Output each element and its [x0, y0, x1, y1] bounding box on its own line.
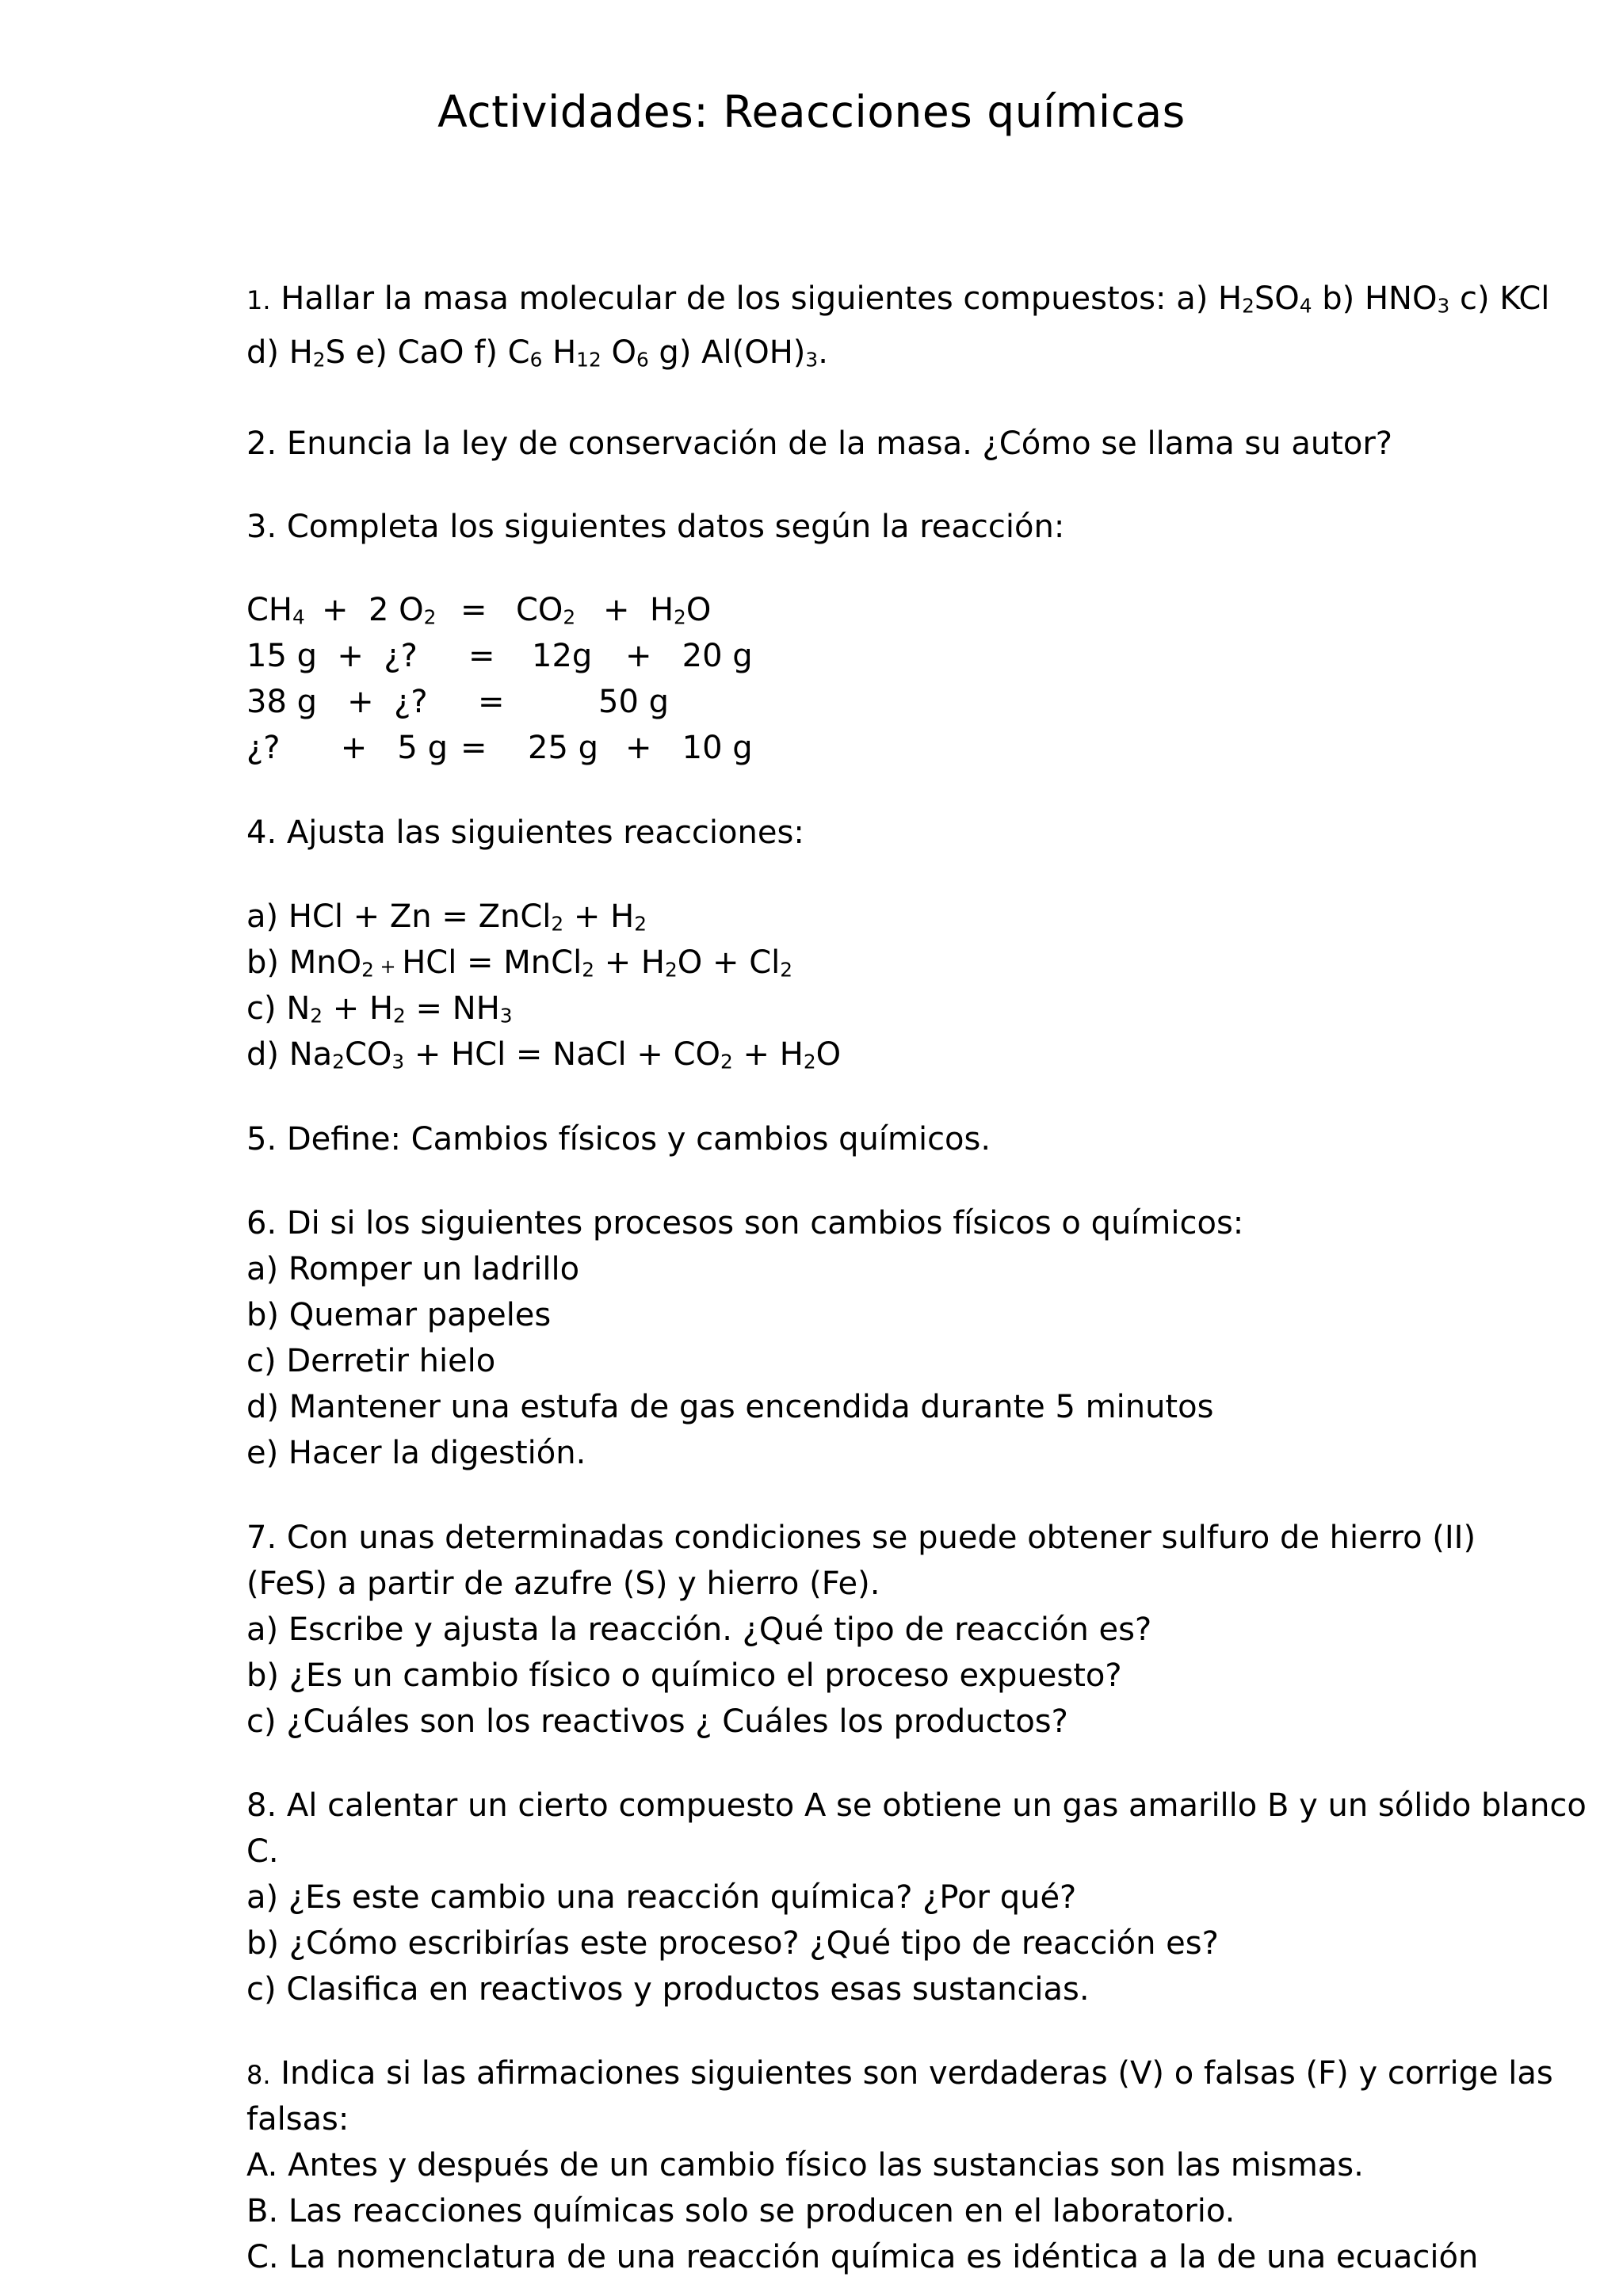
question-9-line-1: 8. Indica si las afirmaciones siguientes son verdaderas (V) o falsas (F) y corrige las: [246, 2055, 1553, 2092]
reaction-row-1: $CH_4$ + 2 $O_2$ = $CO_2$ + $H_2O$: [246, 592, 712, 629]
page-title: Actividades: Reacciones químicas: [437, 86, 1186, 137]
list-item: c) Clasifica en reactivos y productos esas sustancias.: [246, 1971, 1090, 2008]
question-1-line-1: 1. Hallar la masa molecular de los siguientes compuestos: a) $H_2SO_4$ b) $HNO_3$ c) KCl: [246, 280, 1550, 318]
list-item: e) Hacer la digestión.: [246, 1435, 586, 1471]
question-4: 4. Ajusta las siguientes reacciones:: [246, 814, 804, 851]
question-1-line-2: d) $H_2S$ e) CaO f) $C_6$ $H_{12}$ $O_6$ g) $Al(OH)_3$.: [246, 334, 828, 372]
reaction-c: c) $N_2 + H_2 = NH_3$: [246, 990, 513, 1028]
question-2: 2. Enuncia la ley de conservación de la masa. ¿Cómo se llama su autor?: [246, 425, 1393, 462]
list-item: b) Quemar papeles: [246, 1297, 552, 1333]
list-item: b) ¿Es un cambio físico o químico el proceso expuesto?: [246, 1657, 1122, 1694]
question-8-line-1: 8. Al calentar un cierto compuesto A se obtiene un gas amarillo B y un sólido blanco: [246, 1787, 1587, 1824]
list-item: c) Derretir hielo: [246, 1343, 496, 1379]
list-item: C. La nomenclatura de una reacción química es idéntica a la de una ecuación: [246, 2239, 1479, 2275]
reaction-d: d) $Na_2CO_3$ + HCl = NaCl + $CO_2 + H_2O$: [246, 1036, 842, 1074]
list-item: A. Antes y después de un cambio físico las sustancias son las mismas.: [246, 2147, 1364, 2183]
reaction-row-3: 38 g + ¿? = 50 g: [246, 684, 670, 720]
question-7-line-1: 7. Con unas determinadas condiciones se puede obtener sulfuro de hierro (II): [246, 1520, 1476, 1556]
question-3: 3. Completa los siguientes datos según la reacción:: [246, 509, 1065, 545]
reaction-row-4: ¿? + 5 g = 25 g + 10 g: [246, 730, 753, 766]
question-6: 6. Di si los siguientes procesos son cambios físicos o químicos:: [246, 1205, 1244, 1241]
question-9-line-2: falsas:: [246, 2101, 349, 2138]
list-item: b) ¿Cómo escribirías este proceso? ¿Qué tipo de reacción es?: [246, 1925, 1219, 1962]
reaction-a: a) HCl + Zn = ZnCl$_2$ + $H_2$: [246, 898, 647, 936]
reaction-b: b) MnO$_2$ + HCl = MnCl$_2$ + $H_2O + Cl_2$: [246, 944, 793, 982]
list-item: c) ¿Cuáles son los reactivos ¿ Cuáles los productos?: [246, 1703, 1068, 1740]
list-item: a) Romper un ladrillo: [246, 1251, 580, 1287]
list-item: B. Las reacciones químicas solo se producen en el laboratorio.: [246, 2193, 1235, 2229]
question-8-line-2: C.: [246, 1833, 279, 1870]
question-7-line-2: (FeS) a partir de azufre (S) y hierro (Fe).: [246, 1566, 880, 1602]
reaction-row-2: 15 g + ¿? = 12g + 20 g: [246, 638, 753, 674]
question-5: 5. Define: Cambios físicos y cambios químicos.: [246, 1121, 991, 1158]
list-item: a) Escribe y ajusta la reacción. ¿Qué tipo de reacción es?: [246, 1611, 1152, 1648]
list-item: a) ¿Es este cambio una reacción química? ¿Por qué?: [246, 1879, 1077, 1916]
list-item: d) Mantener una estufa de gas encendida durante 5 minutos: [246, 1389, 1214, 1425]
